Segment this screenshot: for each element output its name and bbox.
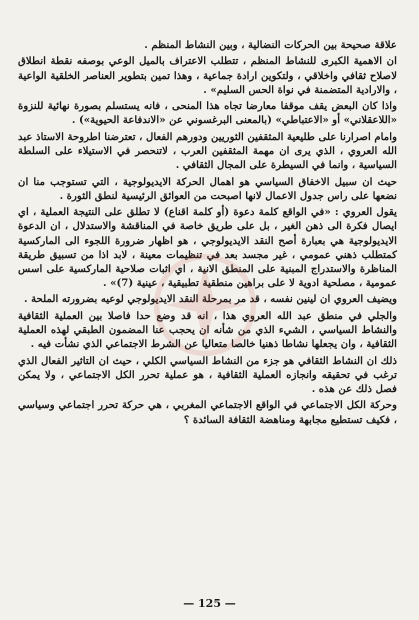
paragraph: وامام اصرارنا على طليعية المثقفين الثوريين ودورهم الفعال ، تعترضنا اطروحة الاستاذ عبد الله العروي ، الذي يرى ان مهمة المثقفين العرب ، لاتنحصر في الاستيلاء على السلطة السياسية ، وانما في السيطرة على المجال الثقافي . (18, 130, 397, 172)
paragraph: والجلي في منطق عبد الله العروي هذا ، انه قد وضع حدا فاصلا بين العملية الثقافية والنشاط السياسي ، الشيء الذي من شأنه ان يحجب عنا المضمون الطبقي لهذه العملية الثقافية ، وان يجعلها نشاطا ذهنيا خالصا متعاليا عن الشرط الاجتماعي الذي نشأت فيه . (18, 309, 397, 351)
paragraph: علاقة صحيحة بين الحركات النضالية ، وبين النشاط المنظم . (144, 39, 397, 51)
paragraph: يقول العروي : «في الواقع كلمة دعوة (أو كلمة اقناع) لا تطلق على النتيجة العملية ، اي ايصال فكرة الى ذهن الغير ، بل على طريق خاصة في المناقشة والاستدلال ، ان الدعوة الايديولوجية هي بعبارة أصح النقد الايديولوجي ، هو اظهار ضرورة اللجوء الى الماركسية كمتطلب ذهني عمومي ، غير مجسد بعد في تنظيمات معينة ، لابد اذا من تسبيق طريقة المناظرة والاستدراج المبنية على المنطق الانية ، اي اثبات صلاحية الماركسية على اسس عمومية ، مصلحية ادوية لا على براهين منطقية تطبيقية ، عينية (7)» . (18, 206, 397, 289)
paragraph: ويضيف العروي ان لينين نفسه ، قد مر بمرحلة النقد الايديولوجي لوعيه بضرورته الملحة . (24, 293, 397, 306)
paragraph: واذا كان البعض يقف موقفا معارضا تجاه هذا المنحى ، فانه يستسلم بصورة نهائية للنزوة «اللاعقلاني» أو «الاعتباطي» (بالمعنى البرغسوني عن «الاندفاعة الحيوية») . (18, 100, 397, 127)
paragraph: ان الاهمية الكبرى للنشاط المنظم ، تتطلب الاعتراف بالميل الوعي بوصفه نقطة انطلاق لاصلاح ثقافي واخلاقي ، ولتكوين ارادة جماعية ، وهذا تمين بتطوير العناصر الخلقية الواعية ، والارادية المتضمنة في نواة الحس السليم» . (18, 55, 397, 96)
paragraph: وحركة الكل الاجتماعي في الواقع الاجتماعي المغربي ، هي حركة تحرر اجتماعي وسياسي ، فكيف تستطيع مجابهة ومناهضة الثقافة السائدة ؟ (18, 399, 397, 426)
paragraph: ذلك ان النشاط الثقافي هو جزء من النشاط السياسي الكلي ، حيث ان التاثير الفعال الذي ترغب في تحقيقه وانجازه العملية الثقافية ، هو عملية تحرر الكل الاجتماعي ، ولا يمكن فصل ذلك عن هذه . (18, 354, 397, 395)
paragraph: حيث ان سبيل الاخفاق السياسي هو اهمال الحركة الايديولوجية ، التي تستوجب منا ان نضعها على راس جدول الاعمال لانها اصبحت من العوائق الرئيسية لنطق الثورة . (18, 175, 397, 202)
body-text (18, 38, 397, 427)
page-number: — 125 — (183, 597, 236, 610)
